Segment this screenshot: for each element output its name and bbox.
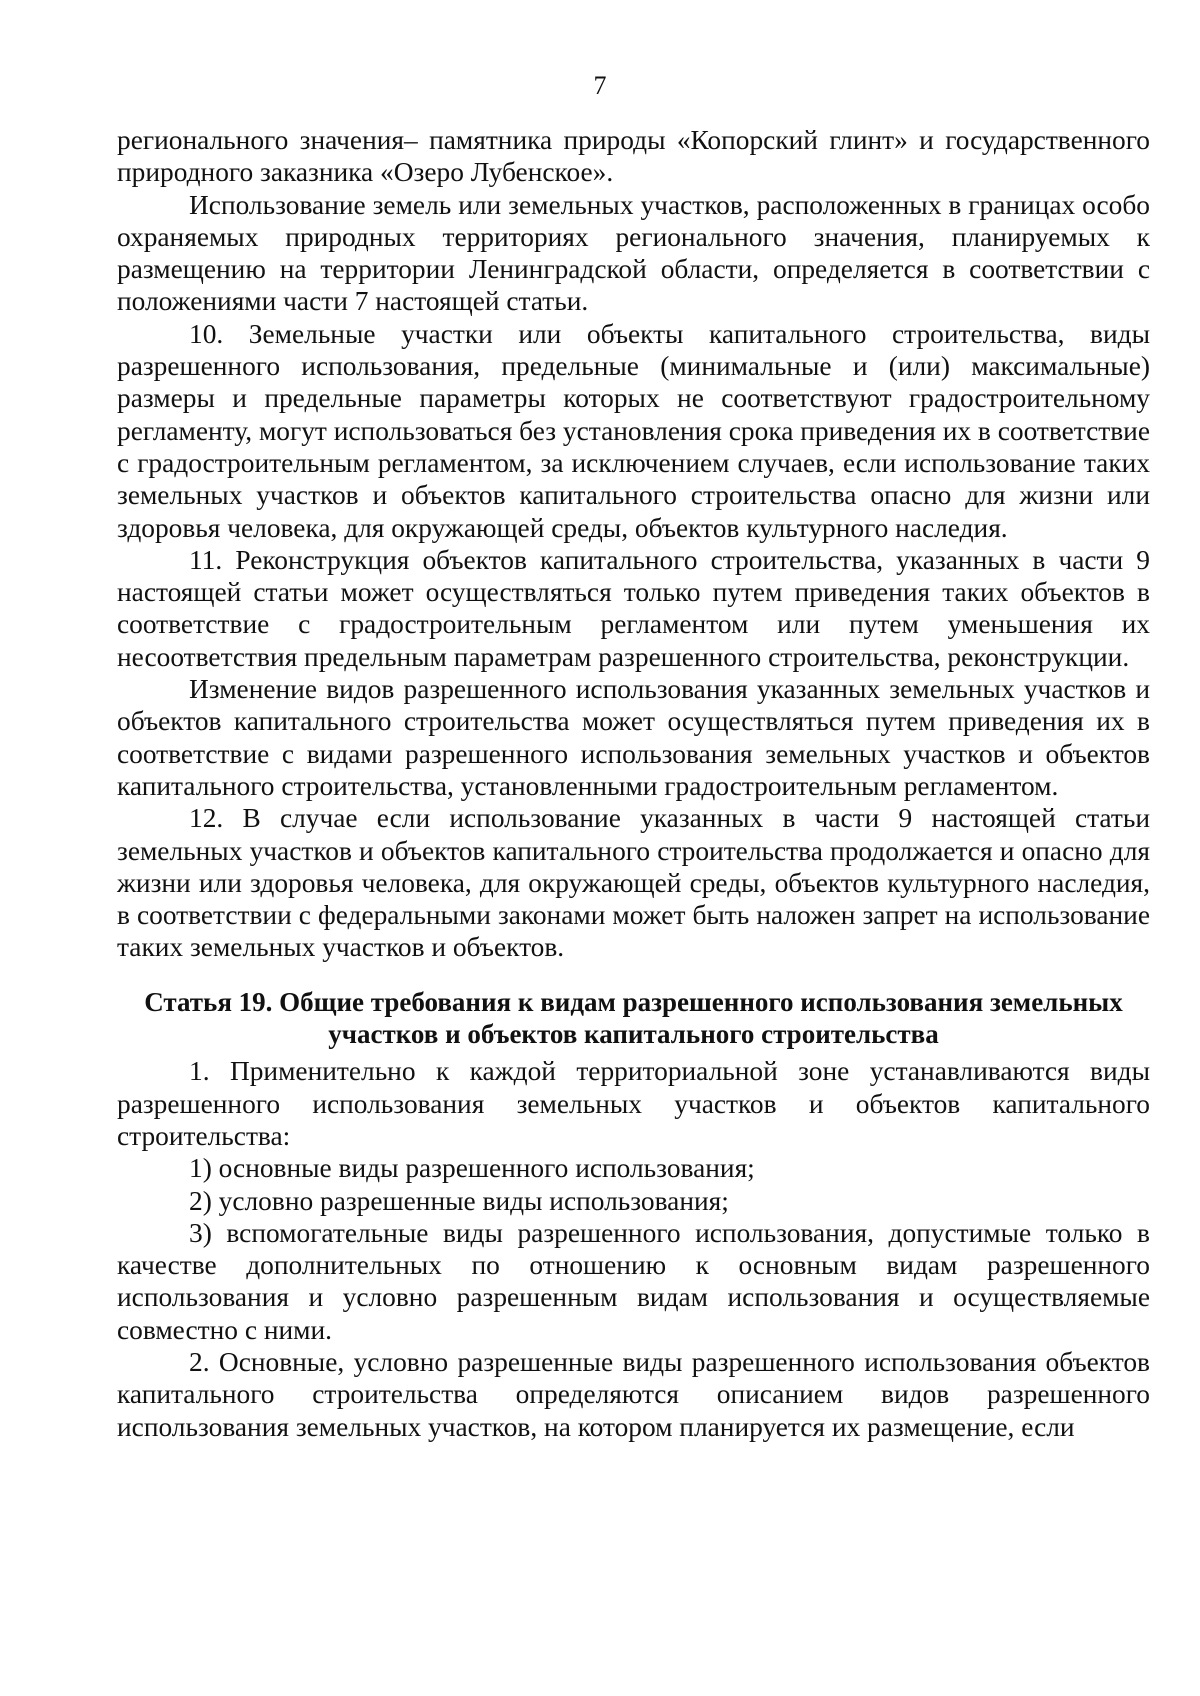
paragraph-article-19-item-2: 2. Основные, условно разрешенные виды разрешенного использования объектов капитального строительства определяются описанием видов разрешенного использования земельных участков, на котором планируется их размещение, если [117, 1346, 1150, 1442]
paragraph-item-12: 12. В случае если использование указанных в части 9 настоящей статьи земельных участков и объектов капитального строительства продолжается и опасно для жизни или здоровья человека, для окружающей среды, объектов культурного наследия, в соответствии с федеральными законами может быть наложен запрет на использование таких земельных участков и объектов. [117, 803, 1150, 963]
list-item-3: 3) вспомогательные виды разрешенного использования, допустимые только в качестве дополнительных по отношению к основным видам разрешенного использования и условно разрешенным видам использования и осуществляемые совместно с ними. [117, 1217, 1150, 1345]
article-19-heading: Статья 19. Общие требования к видам разрешенного использования земельных участков и объектов капитального строительства [144, 986, 1123, 1050]
paragraph-item-10: 10. Земельные участки или объекты капитального строительства, виды разрешенного использования, предельные (минимальные и (или) максимальные) размеры и предельные параметры которых не соответствуют градостроительному регламенту, могут использоваться без установления срока приведения их в соответствие с градостроительным регламентом, за исключением случаев, если использование таких земельных участков и объектов капитального строительства опасно для жизни или здоровья человека, для окружающей среды, объектов культурного наследия. [117, 318, 1150, 543]
paragraph-continuation: регионального значения– памятника природы «Копорский глинт» и государственного природного заказника «Озеро Лубенское». [117, 125, 1150, 188]
list-item-1: 1) основные виды разрешенного использования; [189, 1153, 755, 1184]
paragraph-land-use-protected: Использование земель или земельных участков, расположенных в границах особо охраняемых природных территориях регионального значения, планируемых к размещению на территории Ленинградской области, определяется в соответствии с положениями части 7 настоящей статьи. [117, 189, 1150, 317]
list-item-2: 2) условно разрешенные виды использования; [189, 1185, 729, 1216]
paragraph-article-19-item-1: 1. Применительно к каждой территориальной зоне устанавливаются виды разрешенного использования земельных участков и объектов капитального строительства: [117, 1056, 1150, 1151]
paragraph-change-of-use: Изменение видов разрешенного использования указанных земельных участков и объектов капитального строительства может осуществляться путем приведения их в соответствие с видами разрешенного использования земельных участков и объектов капитального строительства, установленными градостроительным регламентом. [117, 674, 1150, 801]
paragraph-item-11: 11. Реконструкция объектов капитального строительства, указанных в части 9 настоящей статьи может осуществляться только путем приведения таких объектов в соответствие с градостроительным регламентом или путем уменьшения их несоответствия предельным параметрам разрешенного строительства, реконструкции. [117, 544, 1150, 672]
document-body [117, 124, 1150, 1443]
page-number: 7 [593, 71, 607, 100]
